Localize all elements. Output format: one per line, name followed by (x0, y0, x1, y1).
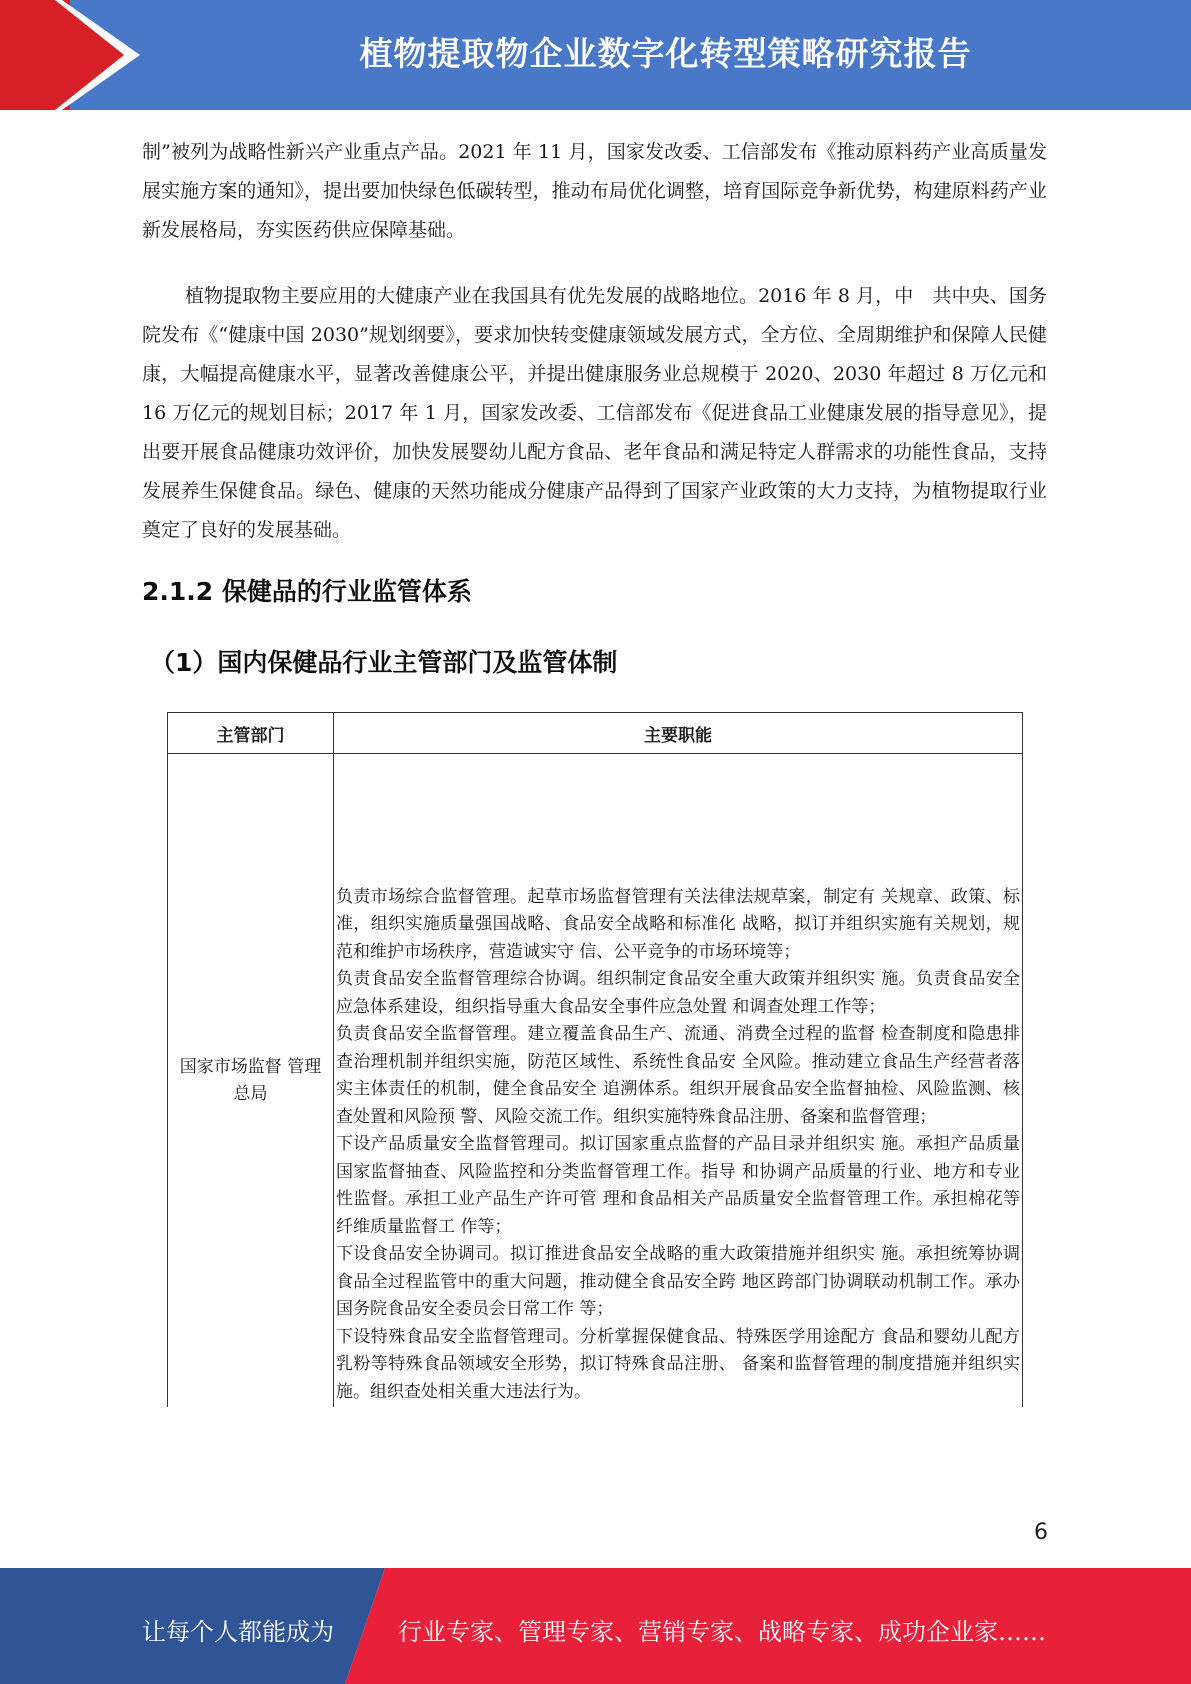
table-row (168, 754, 1023, 1408)
duty-item: 负责食品安全监督管理。建立覆盖食品生产、流通、消费全过程的监督 检查制度和隐患排查治理机制并组织实施，防范区域性、系统性食品安 全风险。推动建立食品生产经营者落实主体责任的机制，健全食品安全 追溯体系。组织开展食品安全监督抽检、风险监测、核查处置和风险预 警、风险交流工作。组织实施特殊食品注册、备案和监督管理； (336, 1024, 1020, 1127)
duty-item: 负责市场综合监督管理。起草市场监督管理有关法律法规草案，制定有 关规章、政策、标准，组织实施质量强国战略、食品安全战略和标准化 战略，拟订并组织实施有关规划，规范和维护市场秩序，营造诚实守 信、公平竞争的市场环境等； (336, 886, 1020, 962)
paragraph-2: 植物提取物主要应用的大健康产业在我国具有优先发展的战略地位。2016 年 8 月，中 共中央、国务院发布《“健康中国 2030”规划纲要》，要求加快转变健康领域发展方式，全方位、全周期维护和保障人民健康，大幅提高健康水平，显著改善健康公平，并提出健康服务业总规模于 2020、2030 年超过 8 万亿元和 16 万亿元的规划目标；2017 年 1 月，国家发改委、工信部发布《促进食品工业健康发展的指导意见》，提出要开展食品健康功效评价，加快发展婴幼儿配方食品、老年食品和满足特定人群需求的功能性食品，支持发展养生保健食品。绿色、健康的天然功能成分健康产品得到了国家产业政策的大力支持，为植物提取行业奠定了良好的发展基础。 (142, 285, 1047, 541)
section-heading: 2.1.2 保健品的行业监管体系 (142, 577, 472, 606)
department-cell: 国家市场监督 管理总局 (168, 754, 334, 1408)
table-header-department: 主管部门 (168, 713, 334, 754)
duty-item: 负责食品安全监督管理综合协调。组织制定食品安全重大政策并组织实 施。负责食品安全应急体系建设，组织指导重大食品安全事件应急处置 和调查处理工作等； (336, 969, 1020, 1017)
chevron-arrow-icon (0, 0, 160, 110)
paragraph-1: 制”被列为战略性新兴产业重点产品。2021 年 11 月，国家发改委、工信部发布《推动原料药产业高质量发展实施方案的通知》，提出要加快绿色低碳转型，推动布局优化调整，培育国际竞争新优势，构建原料药产业新发展格局，夯实医药供应保障基础。 (142, 141, 1047, 241)
footer-slogan-left: 让每个人都能成为 (142, 1618, 334, 1646)
subsection-heading: （1）国内保健品行业主管部门及监管体制 (150, 648, 618, 677)
footer-banner (0, 1568, 1191, 1684)
duty-item: 下设特殊食品安全监督管理司。分析掌握保健食品、特殊医学用途配方 食品和婴幼儿配方乳粉等特殊食品领域安全形势，拟订特殊食品注册、 备案和监督管理的制度措施并组织实施。组织查处相关重大违法行为。 (336, 1326, 1020, 1402)
duties-cell (334, 754, 1023, 1408)
footer-slogan-right: 行业专家、管理专家、营销专家、战略专家、成功企业家…… (398, 1618, 1046, 1646)
header-banner (0, 0, 1191, 110)
regulatory-table (167, 712, 1023, 1407)
table-header-duties: 主要职能 (334, 713, 1023, 754)
report-title: 植物提取物企业数字化转型策略研究报告 (359, 34, 972, 73)
duty-item: 下设产品质量安全监督管理司。拟订国家重点监督的产品目录并组织实 施。承担产品质量国家监督抽查、风险监控和分类监督管理工作。指导 和协调产品质量的行业、地方和专业性监督。承担工业产品生产许可管 理和食品相关产品质量安全监督管理工作。承担棉花等纤维质量监督工 作等； (336, 1134, 1020, 1237)
page-number: 6 (1034, 1520, 1048, 1545)
duty-item: 下设食品安全协调司。拟订推进食品安全战略的重大政策措施并组织实 施。承担统筹协调食品全过程监管中的重大问题，推动健全食品安全跨 地区跨部门协调联动机制工作。承办国务院食品安全委员会日常工作 等； (336, 1244, 1020, 1319)
